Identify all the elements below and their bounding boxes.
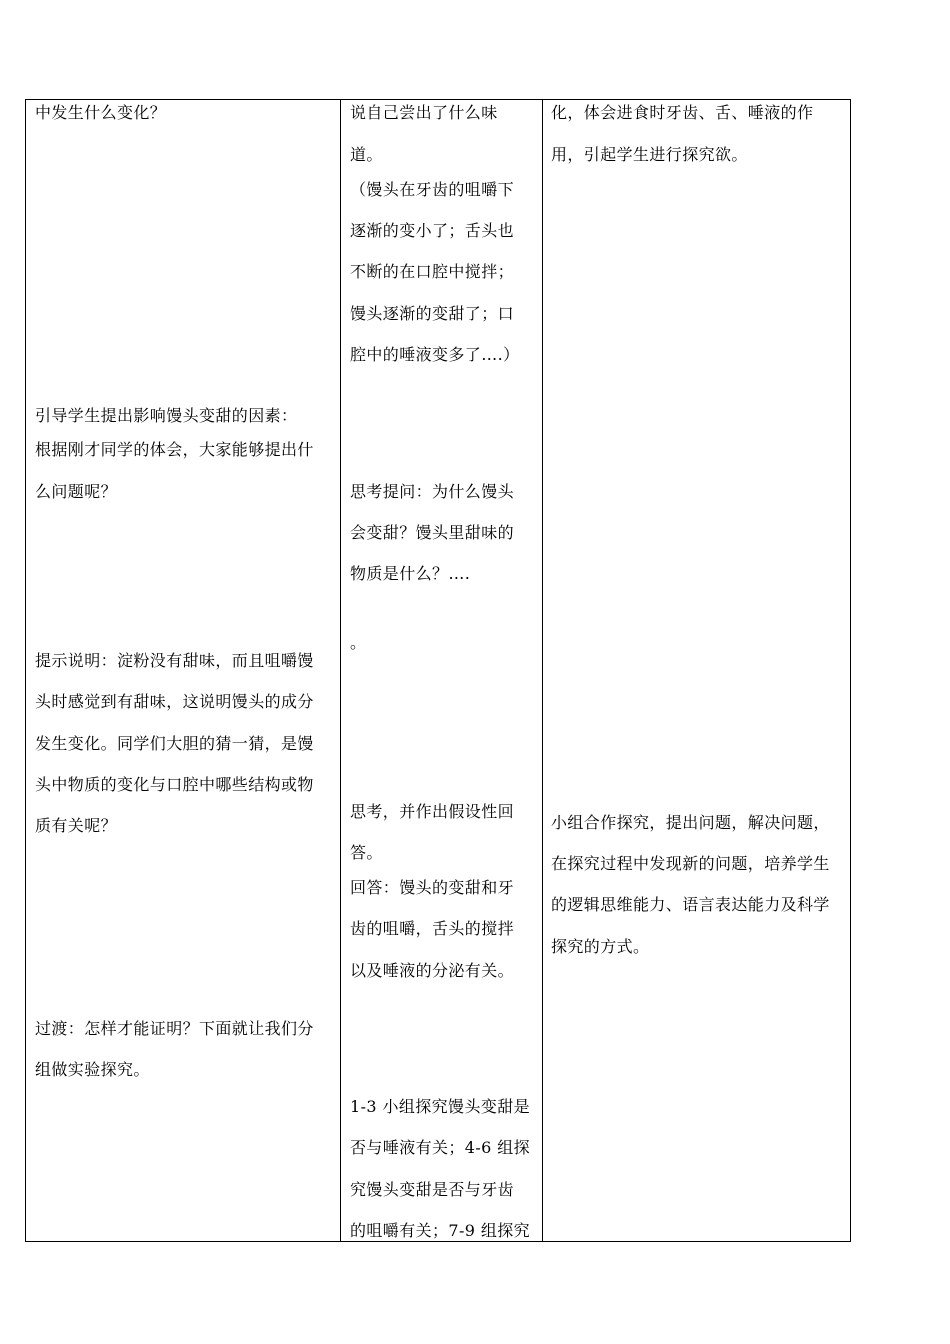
text-line: （馒头在牙齿的咀嚼下 [350,180,515,199]
text-line: 探究的方式。 [551,937,650,956]
text-line: 否与唾液有关；4-6 组探 [350,1138,531,1157]
text-line: 么问题呢？ [35,482,118,501]
text-line: 提示说明：淀粉没有甜味，而且咀嚼馒 [35,651,314,670]
text-line: 的逻辑思维能力、语言表达能力及科学 [551,895,830,914]
text-line: 组做实验探究。 [35,1060,150,1079]
text-line: 馒头逐渐的变甜了；口 [350,304,515,323]
column-divider [340,100,341,1241]
text-line: 质有关呢？ [35,816,118,835]
text-line: 1-3 小组探究馒头变甜是 [350,1097,531,1116]
text-line: 思考，并作出假设性回 [350,802,515,821]
text-line: 的咀嚼有关；7-9 组探究 [350,1221,531,1240]
text-line: 答。 [350,843,383,862]
column-divider [542,100,543,1241]
text-line: 逐渐的变小了；舌头也 [350,221,515,240]
text-line: 引导学生提出影响馒头变甜的因素： [35,406,298,425]
text-line: 究馒头变甜是否与牙齿 [350,1180,515,1199]
text-line: 。 [350,633,367,652]
text-line: 发生变化。同学们大胆的猜一猜，是馒 [35,734,314,753]
text-line: 会变甜？馒头里甜味的 [350,523,515,542]
text-line: 中发生什么变化？ [35,103,167,122]
text-line: 说自己尝出了什么味 [350,103,498,122]
text-line: 齿的咀嚼，舌头的搅拌 [350,919,515,938]
text-line: 头时感觉到有甜味，这说明馒头的成分 [35,692,314,711]
text-line: 不断的在口腔中搅拌； [350,262,515,281]
text-line: 化，体会进食时牙齿、舌、唾液的作 [551,103,814,122]
text-line: 以及唾液的分泌有关。 [350,961,515,980]
text-line: 根据刚才同学的体会，大家能够提出什 [35,440,314,459]
text-line: 道。 [350,145,383,164]
text-line: 思考提问：为什么馒头 [350,482,515,501]
text-line: 用，引起学生进行探究欲。 [551,145,748,164]
text-line: 回答：馒头的变甜和牙 [350,878,515,897]
text-line: 过渡：怎样才能证明？下面就让我们分 [35,1019,314,1038]
text-line: 头中物质的变化与口腔中哪些结构或物 [35,775,314,794]
text-line: 小组合作探究，提出问题，解决问题， [551,813,830,832]
text-line: 物质是什么？…. [350,564,471,583]
text-line: 腔中的唾液变多了….） [350,345,520,364]
text-line: 在探究过程中发现新的问题，培养学生 [551,854,830,873]
